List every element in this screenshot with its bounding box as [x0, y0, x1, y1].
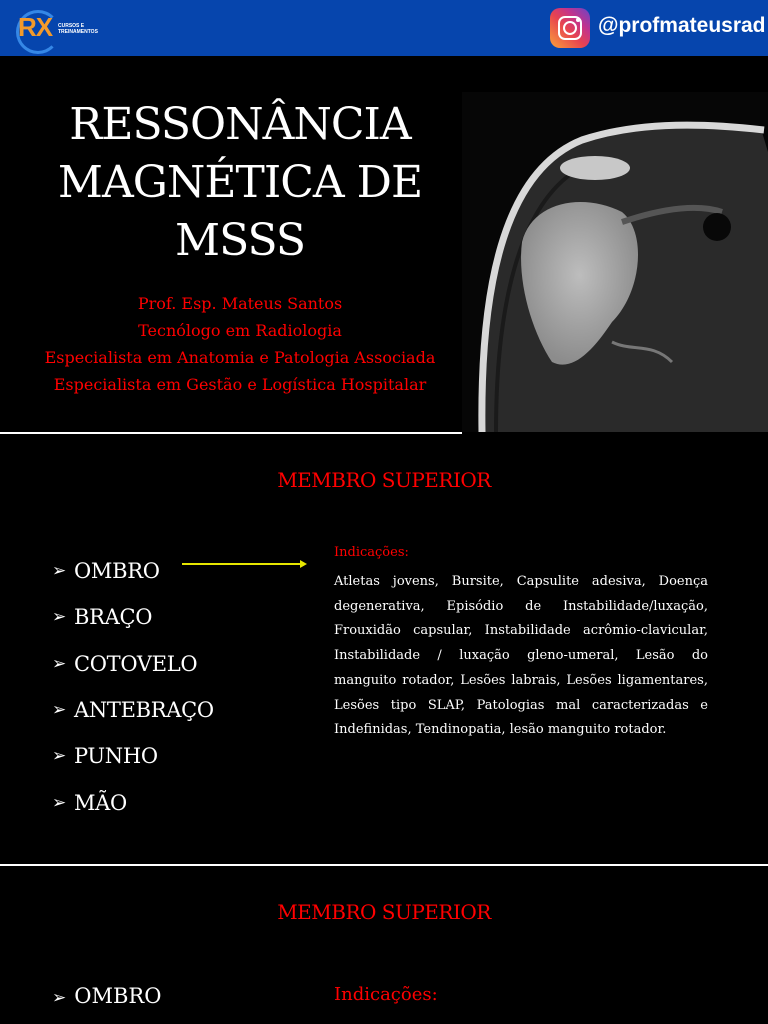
list-item-cotovelo: ➢ COTOVELO: [52, 651, 198, 676]
slide-title: [40, 96, 440, 270]
arrowhead-bullet-icon: ➢: [52, 792, 66, 813]
mri-shoulder-image: [462, 92, 768, 432]
pointer-arrowhead-icon: [300, 560, 307, 568]
pointer-arrow-icon: [182, 563, 300, 565]
arrowhead-bullet-icon: ➢: [52, 561, 66, 582]
section-title: MEMBRO SUPERIOR: [277, 468, 491, 492]
author-specialty: Especialista em Anatomia e Patologia Associada: [44, 348, 436, 367]
list-item-punho: ➢ PUNHO: [52, 744, 158, 769]
arrowhead-bullet-icon: ➢: [52, 746, 66, 767]
header-bar: [0, 0, 768, 56]
arrowhead-bullet-icon: ➢: [52, 700, 66, 721]
indications-text: Atletas jovens, Bursite, Capsulite adesiva, Doença degenerativa, Episódio de Instabilidade/luxação, Frouxidão capsular, Instabilidade acrômio-clavicular, Instabilidade / luxação gleno-umeral, Lesão do manguito rotador, Lesões labrais, Lesões ligamentares, Lesões tipo SLAP, Patologias mal caracterizadas e Indefinidas, Tendinopatia, lesão manguito rotador.: [334, 574, 708, 738]
list-item-antebraco: ➢ ANTEBRAÇO: [52, 698, 214, 723]
list-item-mao: ➢ MÃO: [52, 790, 127, 815]
indications-label: Indicações:: [334, 984, 438, 1005]
social-handle[interactable]: @profmateusrad: [598, 14, 766, 37]
arrowhead-bullet-icon: ➢: [52, 653, 66, 674]
title-line: MSSS: [175, 215, 305, 266]
author-role: Tecnólogo em Radiologia: [138, 321, 342, 340]
author-name: Prof. Esp. Mateus Santos: [137, 294, 343, 313]
body-region-list: [52, 548, 214, 826]
title-line: RESSONÂNCIA: [69, 99, 411, 150]
logo-subtext: CURSOS E TREINAMENTOS: [58, 23, 98, 35]
slide-divider: [0, 864, 768, 866]
indications-label: Indicações:: [334, 545, 409, 560]
author-specialty: Especialista em Gestão e Logística Hospitalar: [53, 375, 427, 394]
list-item-ombro: ➢ OMBRO: [52, 559, 160, 584]
list-item-braco: ➢ BRAÇO: [52, 605, 153, 630]
logo-text: RX: [18, 12, 53, 42]
arrowhead-bullet-icon: ➢: [52, 607, 66, 628]
instagram-icon[interactable]: [550, 8, 590, 48]
arrowhead-bullet-icon: ➢: [52, 988, 67, 1008]
author-info: [40, 290, 440, 398]
list-item-ombro: OMBRO: [74, 984, 162, 1008]
body-region-list: [52, 984, 161, 1008]
title-line: MAGNÉTICA DE: [57, 157, 423, 208]
rx-logo[interactable]: [14, 6, 104, 50]
slide-divider: [0, 432, 462, 434]
section-title: MEMBRO SUPERIOR: [277, 900, 491, 924]
